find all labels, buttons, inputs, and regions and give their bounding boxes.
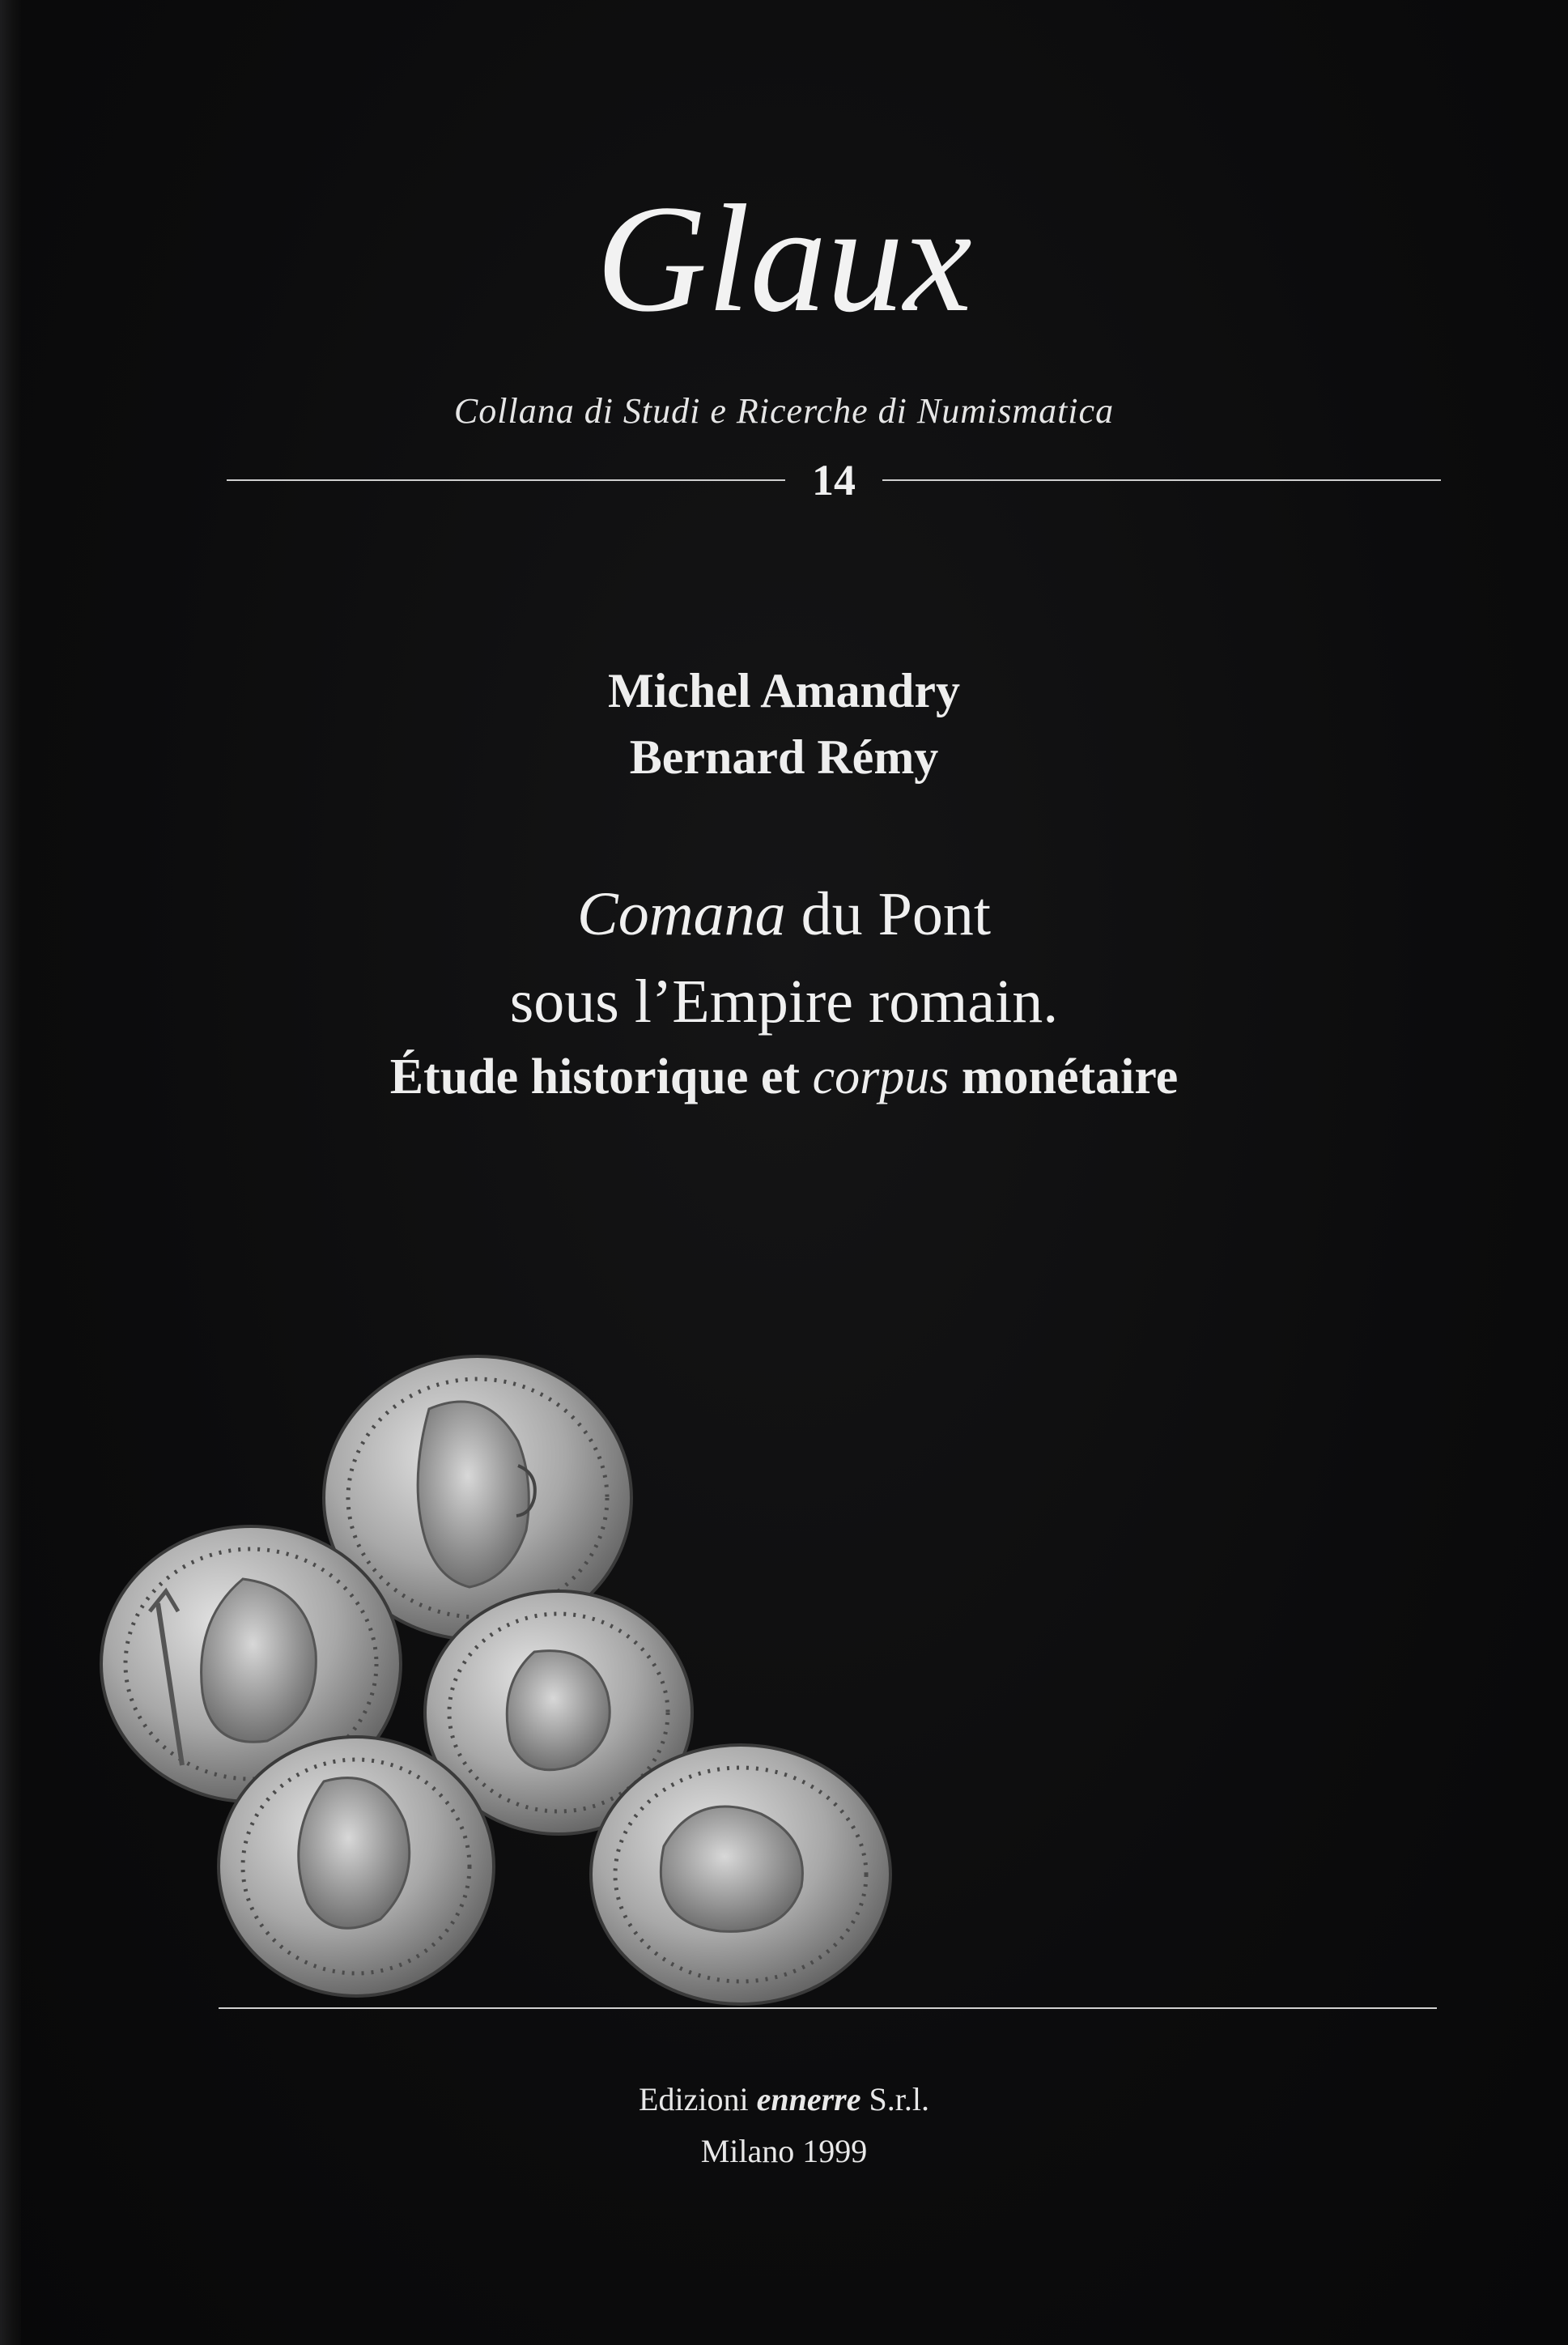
title-line-1 (0, 870, 1568, 958)
spine-edge (0, 0, 21, 2345)
book-title (0, 870, 1568, 1045)
rule-right (882, 479, 1441, 481)
publisher (0, 2079, 1568, 2120)
title-line-1-rest: du Pont (785, 880, 991, 948)
publisher-prefix: Edizioni (639, 2081, 757, 2117)
author-1: Michel Amandry (608, 664, 960, 717)
title-italic-word: Comana (577, 880, 786, 948)
subtitle-italic-word: corpus (812, 1049, 950, 1104)
coins-illustration (81, 1344, 931, 2041)
volume-rule (227, 452, 1441, 509)
subtitle-part-b: monétaire (949, 1049, 1179, 1104)
series-subtitle: Collana di Studi e Ricerche di Numismatica (453, 391, 1115, 431)
rule-left (227, 479, 785, 481)
coin-brutus (591, 1745, 890, 2004)
authors (0, 658, 1568, 790)
series-title: Glaux (596, 174, 972, 344)
subtitle-part-a: Étude historique et (389, 1049, 813, 1104)
coin-veiled-head (219, 1737, 494, 1996)
volume-number: 14 (812, 456, 856, 504)
book-subtitle (0, 1045, 1568, 1109)
publisher-suffix: S.r.l. (860, 2081, 929, 2117)
title-line-2: sous l’Empire romain. (509, 968, 1059, 1036)
bottom-rule (219, 2007, 1437, 2009)
publisher-name: ennerre (756, 2081, 861, 2117)
place-year: Milano 1999 (700, 2133, 868, 2169)
author-2: Bernard Rémy (629, 730, 939, 784)
